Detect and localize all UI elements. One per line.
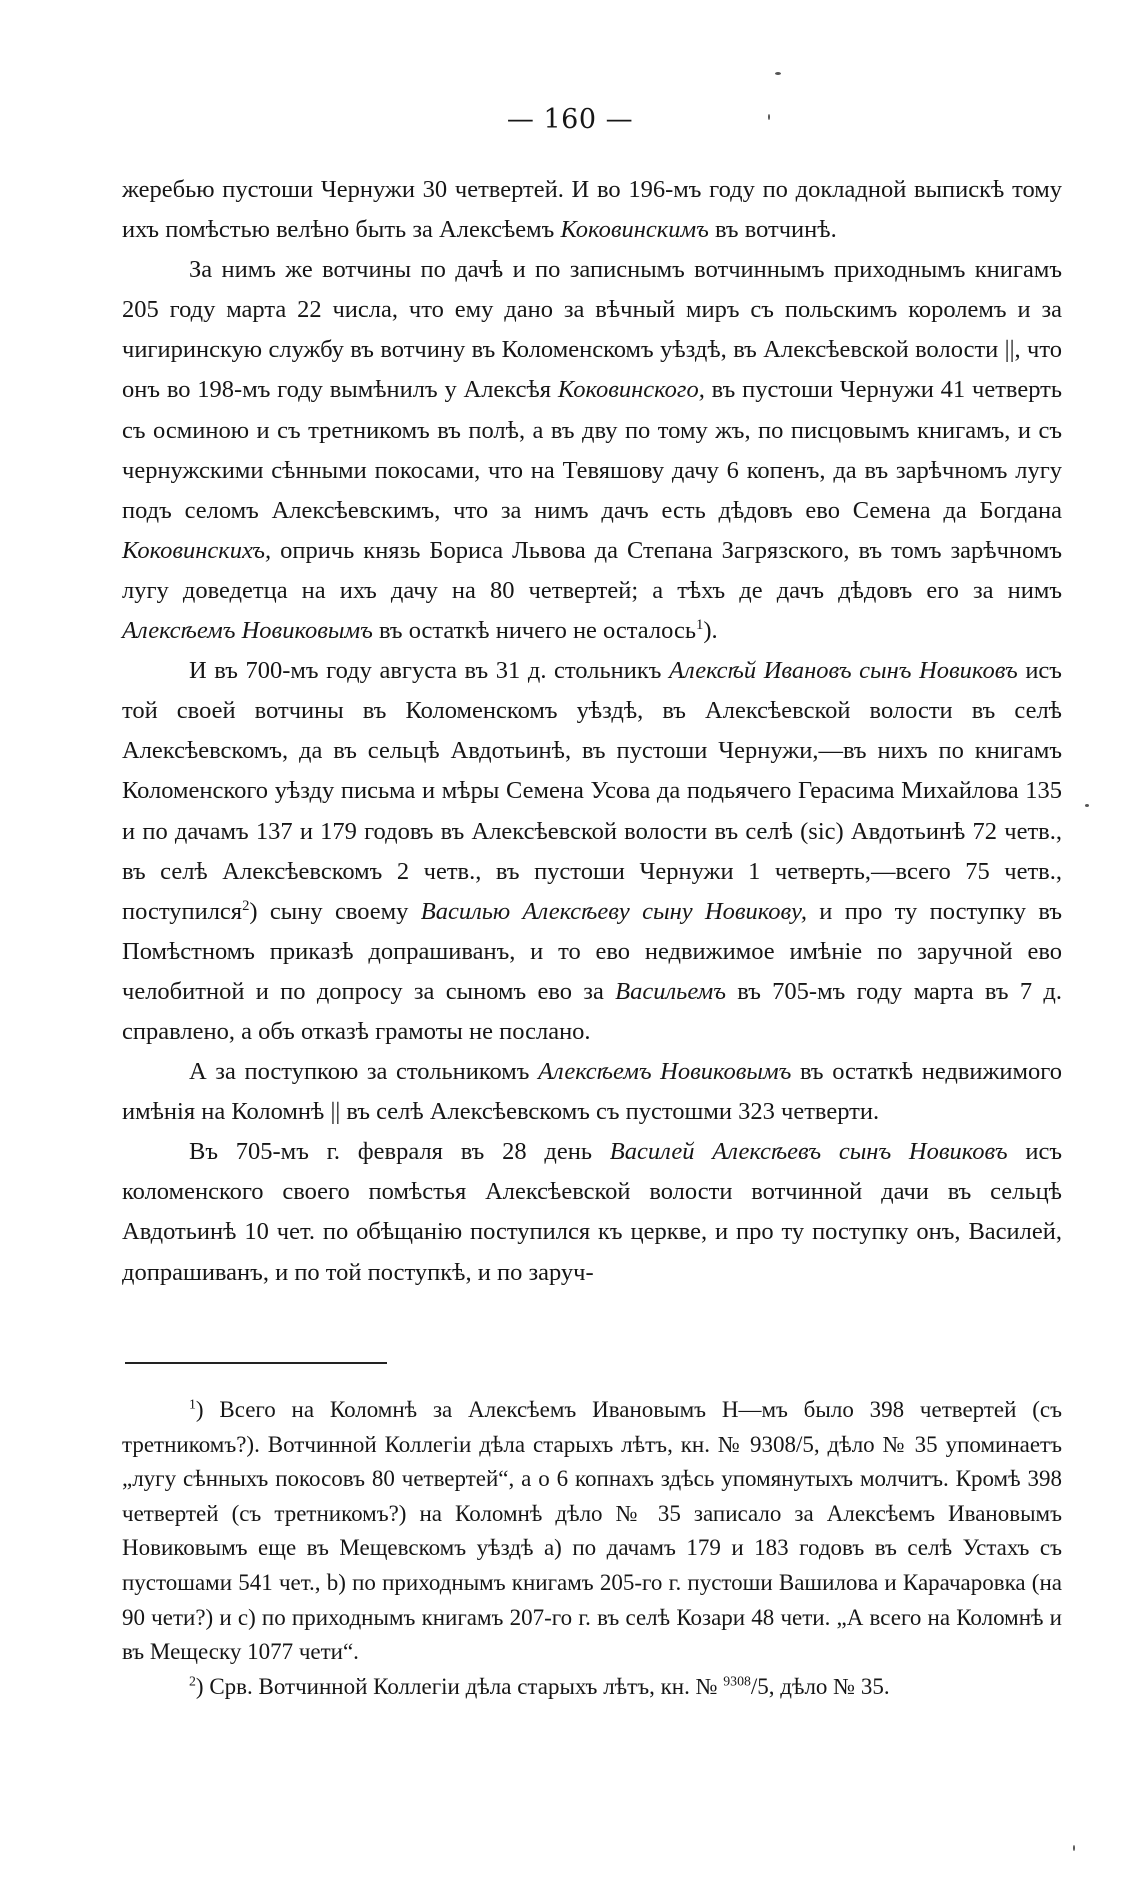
scan-speck bbox=[768, 114, 770, 120]
footnote-2 bbox=[122, 1670, 1062, 1705]
italic-name: Коковинскихъ, bbox=[122, 536, 272, 564]
italic-name: Алексѣемъ Новиковымъ bbox=[538, 1058, 792, 1086]
footnote-1-marker: 1 bbox=[189, 1396, 196, 1412]
paragraph-1 bbox=[122, 170, 1062, 250]
footnote-2-sup: 9308 bbox=[723, 1673, 751, 1689]
footnote-ref: 1 bbox=[696, 617, 704, 634]
text-run: въ остаткѣ ничего не осталось bbox=[372, 617, 697, 645]
text-run: За нимъ же вотчины по дачѣ и по записнымъ вотчиннымъ приходнымъ книгамъ 205 году марта 22 числа, что ему дано за вѣчный миръ съ польскимъ королемъ и за чигиринскую службу въ вотчину въ Коломенскомъ уѣздѣ, въ Алексѣевской волости ||, что онъ во 198-мъ году вымѣнилъ у Алексѣя bbox=[122, 256, 1062, 404]
italic-name: Коковинскимъ bbox=[560, 216, 709, 244]
italic-name: Алексѣй Ивановъ сынъ Новиковъ bbox=[669, 657, 1018, 685]
body-text bbox=[122, 170, 1062, 1293]
text-run: ). bbox=[703, 617, 718, 645]
footnote-2-text-before: ) Срв. Вотчинной Коллегіи дѣла старыхъ лѣтъ, кн. № bbox=[195, 1673, 724, 1699]
footnotes bbox=[122, 1393, 1062, 1704]
text-run: въ 705-мъ году марта въ 7 д. справлено, а объ отказѣ грамоты не послано. bbox=[122, 977, 1062, 1045]
scan-speck bbox=[775, 72, 781, 75]
text-run: опричь князь Бориса Львова да Степана Загрязского, въ томъ зарѣчномъ лугу доведетца на ихъ дачу на 80 четвертей; а тѣхъ де дачъ дѣдовъ его за нимъ bbox=[122, 536, 1062, 604]
footnote-1 bbox=[122, 1393, 1062, 1670]
page-number: — 160 — bbox=[506, 104, 634, 135]
paragraph-4 bbox=[122, 1052, 1062, 1132]
text-run: и про ту поступку въ Помѣстномъ приказѣ допрашиванъ, и то ево недвижимое имѣніе по заручной ево челобитной и по допросу за сыномъ ево за bbox=[122, 897, 1062, 1005]
footnote-2-marker: 2 bbox=[189, 1673, 196, 1689]
paragraph-2 bbox=[122, 250, 1062, 651]
text-run: въ пустоши Чернужи 41 четверть съ осминою и съ третникомъ въ полѣ, а въ дву по тому жъ, по писцовымъ книгамъ, и съ чернужскими сѣнными покосами, что на Тевяшову дачу 6 копенъ, да въ зарѣчномъ лугу подъ селомъ Алексѣевскимъ, что за нимъ дачъ есть дѣдовъ ево Семена да Богдана bbox=[122, 376, 1063, 524]
text-run: въ остаткѣ недвижимого имѣнія на Коломнѣ || въ селѣ Алексѣевскомъ съ пустошми 323 четверти. bbox=[122, 1058, 1062, 1126]
italic-name: Коковинского, bbox=[557, 376, 705, 404]
text-run: въ вотчинѣ. bbox=[708, 216, 837, 244]
footnote-divider bbox=[125, 1362, 387, 1364]
text-run: Въ 705-мъ г. февраля въ 28 день bbox=[189, 1138, 610, 1166]
italic-name: Василей Алексѣевъ сынъ Новиковъ bbox=[609, 1138, 1008, 1166]
text-run: исъ коломенского своего помѣстья Алексѣевской волости вотчинной дачи въ сельцѣ Авдотьинѣ 10 чет. по обѣщанію поступился къ церкве, и про ту поступку онъ, Василей, допрашиванъ, и по той поступкѣ, и по заруч- bbox=[122, 1138, 1062, 1286]
footnote-1-text: ) Всего на Коломнѣ за Алексѣемъ Ивановымъ Н—мъ было 398 четвертей (съ третникомъ?). Вотчинной Коллегіи дѣла старыхъ лѣтъ, кн. № 9308/5, дѣло № 35 упоминаетъ „лугу сѣнныхъ покосовъ 80 четвертей“, а о 6 копнахъ здѣсь упомянутыхъ молчитъ. Кромѣ 398 четвертей (съ третникомъ?) на Коломнѣ дѣло № 35 записало за Алексѣемъ Ивановымъ Новиковымъ еще въ Мещевскомъ уѣздѣ a) по дачамъ 179 и 183 годовъ въ селѣ Устахъ съ пустошами 541 чет., b) по приходнымъ книгамъ 205-го г. пустоши Вашилова и Карачаровка (на 90 чети?) и c) по приходнымъ книгамъ 207-го г. въ селѣ Козари 48 чети. „А всего на Коломнѣ и въ Мещеску 1077 чети“. bbox=[122, 1397, 1062, 1665]
text-run: И въ 700-мъ году августа въ 31 д. стольникъ bbox=[189, 657, 670, 685]
italic-name: Василью Алексѣеву сыну Новикову, bbox=[420, 897, 807, 925]
text-run: ) сыну своему bbox=[249, 897, 421, 925]
scan-speck bbox=[1073, 1845, 1075, 1851]
scan-speck bbox=[1085, 804, 1089, 807]
italic-name: Васильемъ bbox=[615, 977, 726, 1005]
italic-name: Алексѣемъ Новиковымъ bbox=[122, 617, 373, 645]
paragraph-3 bbox=[122, 651, 1062, 1052]
text-run: исъ той своей вотчины въ Коломенскомъ уѣздѣ, въ Алексѣевской волости въ селѣ Алексѣевскомъ, да въ сельцѣ Авдотьинѣ, въ пустоши Чернужи,—въ нихъ по книгамъ Коломенского уѣзду письма и мѣры Семена Усова да подьячего Герасима Михайлова 135 и по дачамъ 137 и 179 годовъ въ Алексѣевской волости въ селѣ (sic) Авдотьинѣ 72 четв., въ селѣ Алексѣевскомъ 2 четв., въ пустоши Чернужи 1 четверть,—всего 75 четв., поступился bbox=[122, 657, 1062, 925]
footnote-2-text-after: /5, дѣло № 35. bbox=[750, 1673, 890, 1699]
paragraph-5 bbox=[122, 1132, 1062, 1292]
footnote-ref: 2 bbox=[242, 897, 250, 914]
text-run: жеребью пустоши Чернужи 30 четвертей. И во 196-мъ году по докладной выпискѣ тому ихъ помѣстью велѣно быть за Алексѣемъ bbox=[122, 176, 1062, 244]
text-run: А за поступкою за стольникомъ bbox=[189, 1058, 539, 1086]
